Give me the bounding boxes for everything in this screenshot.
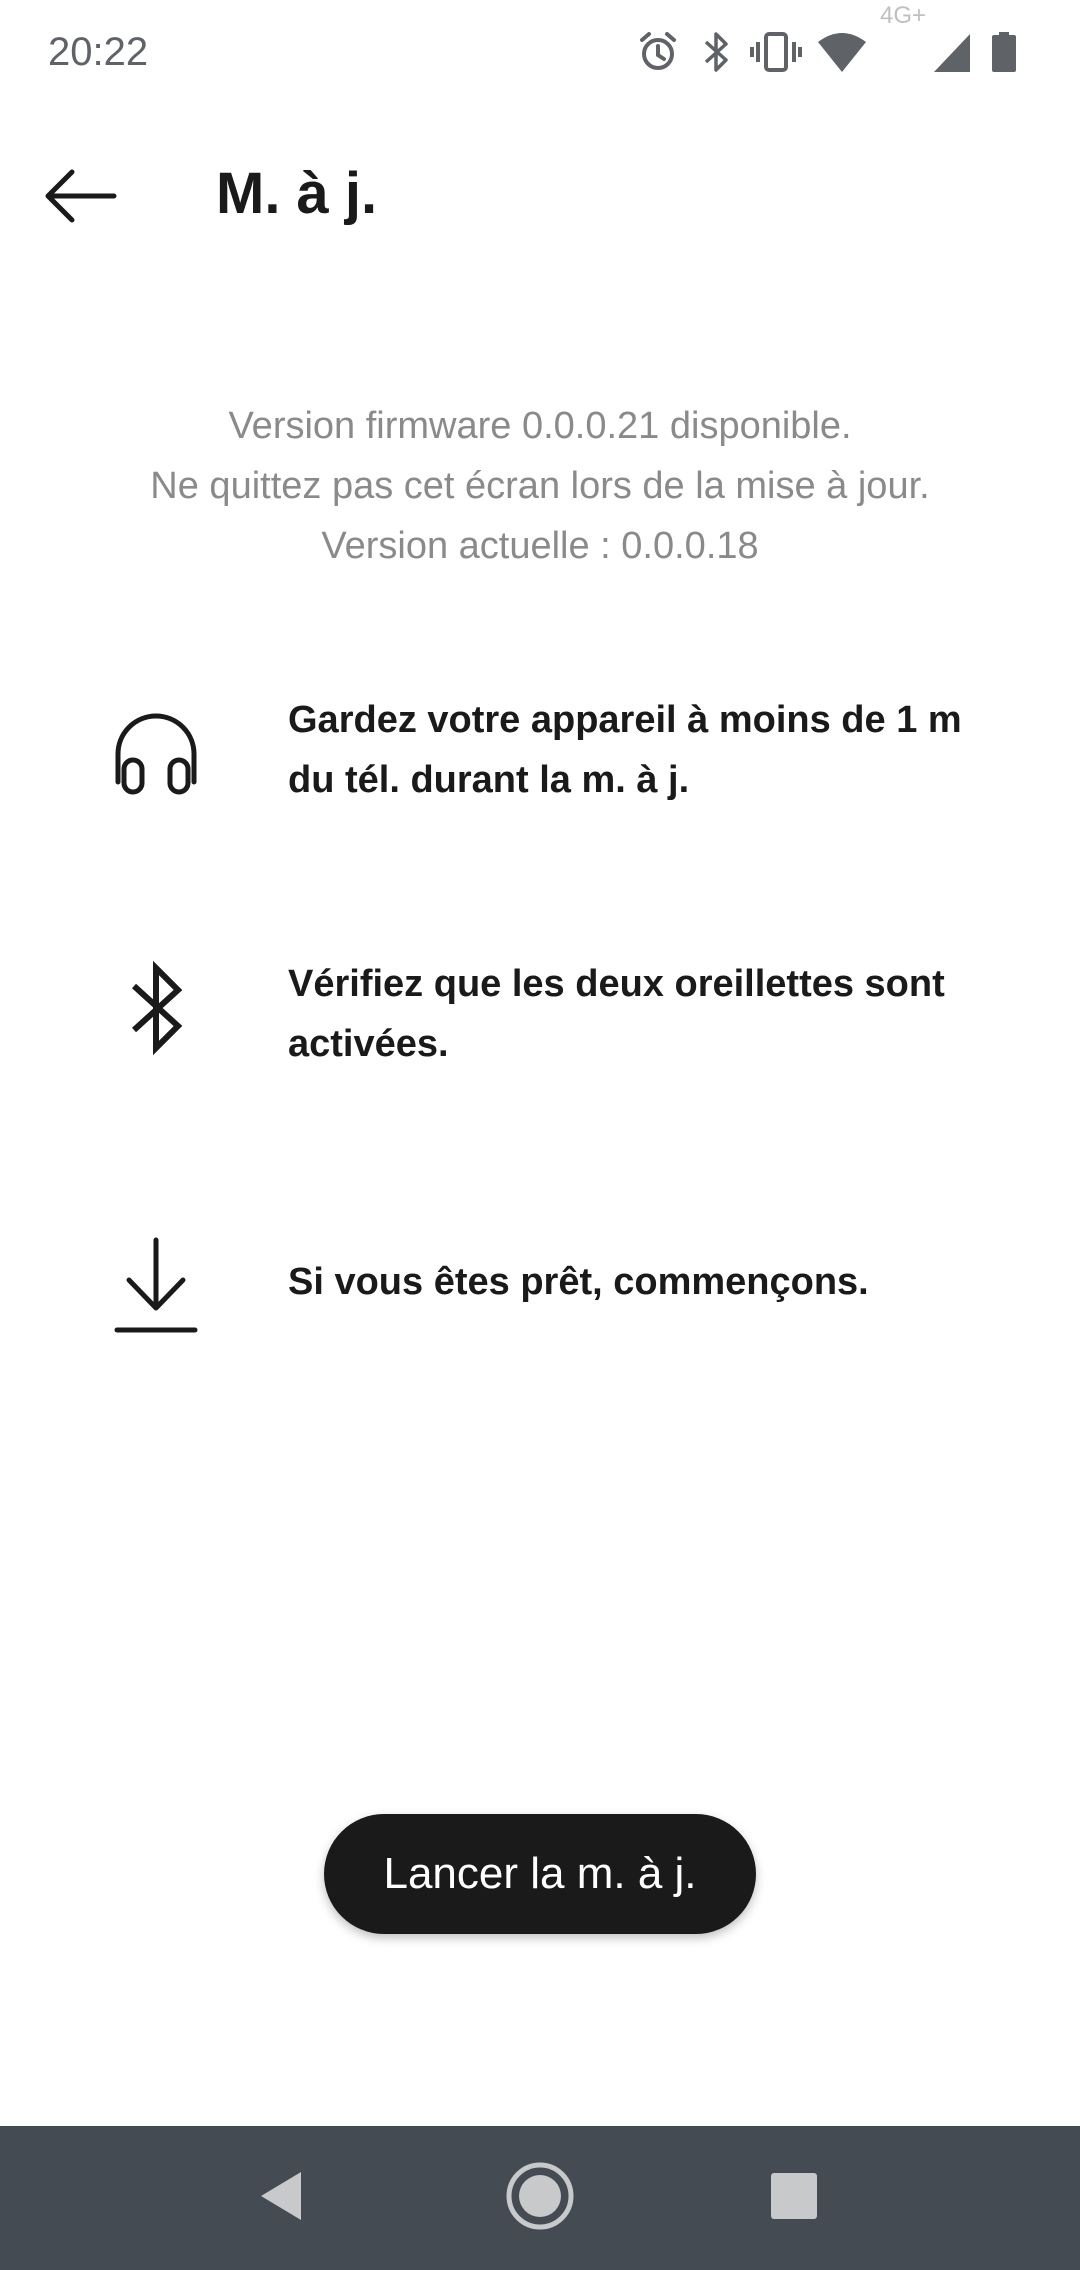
instruction-text-distance: Gardez votre appareil à moins de 1 m du tél. durant la m. à j. bbox=[288, 699, 962, 801]
warning-text: Ne quittez pas cet écran lors de la mise à jour. bbox=[150, 465, 930, 507]
signal-icon bbox=[932, 30, 972, 74]
status-time: 20:22 bbox=[48, 30, 149, 74]
instruction-text-earbuds: Vérifiez que les deux oreillettes sont activées. bbox=[288, 963, 945, 1065]
start-update-button[interactable]: Lancer la m. à j. bbox=[324, 1814, 756, 1934]
network-type: 4G+ bbox=[880, 2, 927, 29]
download-icon bbox=[100, 1232, 212, 1344]
bluetooth-icon bbox=[100, 952, 212, 1064]
nav-back-icon bbox=[255, 2168, 305, 2229]
headphones-icon bbox=[100, 696, 212, 808]
nav-back-button[interactable] bbox=[240, 2158, 320, 2238]
page-title: M. à j. bbox=[216, 161, 378, 226]
nav-recents-button[interactable] bbox=[754, 2158, 834, 2238]
navigation-bar bbox=[0, 2126, 1080, 2270]
status-icons bbox=[580, 0, 1080, 112]
back-button[interactable] bbox=[30, 148, 130, 248]
vibrate-icon bbox=[750, 30, 802, 74]
status-bar bbox=[0, 0, 1080, 112]
wifi-icon bbox=[816, 30, 868, 74]
bluetooth-icon bbox=[696, 30, 736, 74]
current-version-text: Version actuelle : 0.0.0.18 bbox=[321, 525, 759, 567]
nav-recents-icon bbox=[769, 2171, 819, 2226]
firmware-info bbox=[60, 396, 1020, 576]
battery-icon bbox=[990, 30, 1018, 74]
nav-home-icon bbox=[504, 2160, 576, 2237]
instruction-text-ready: Si vous êtes prêt, commençons. bbox=[288, 1261, 869, 1303]
available-version-text: Version firmware 0.0.0.21 disponible. bbox=[228, 405, 852, 447]
nav-home-button[interactable] bbox=[500, 2158, 580, 2238]
app-bar bbox=[0, 112, 1080, 280]
alarm-icon bbox=[636, 30, 680, 74]
arrow-left-icon bbox=[40, 166, 120, 231]
